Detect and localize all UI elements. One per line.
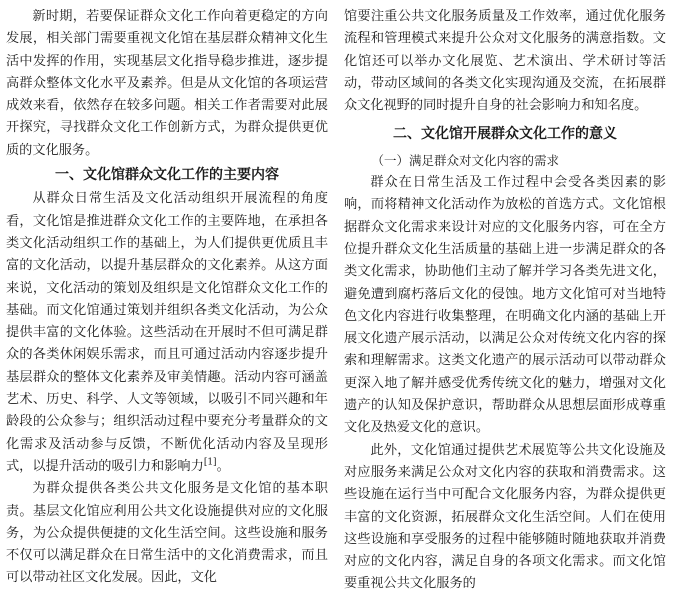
section1-paragraph-1-text: 从群众日常生活及文化活动组织开展流程的角度看，文化馆是推进群众文化工作的主要阵地，在承担各类文化活动组织工作的基础上，为人们提供更优质且丰富的文化活动，以提升基层群众的文化素养。从这方面来说，文化活动的策划及组织是文化馆群众文化工作的基础。而文化馆通过策划并组织各类文化活动，为公众提供丰富的文化体验。这些活动在开展时不但可满足群众的各类休闲娱乐需求，而且可通过活动内容逐步提升基层群众的整体文化素养及审美情趣。活动内容可涵盖艺术、历史、科学、人文等领域，以吸引不同兴趣和年龄段的公众参与；组织活动过程中要充分考量群众的文化需求及活动参与反馈，不断优化活动内容及呈现形式，以提升活动的吸引力和影响力 <box>6 191 328 474</box>
section2-paragraph-1: 群众在日常生活及工作过程中会受各类因素的影响，而将精神文化活动作为放松的首选方式。文化馆根据群众文化需求来设计对应的文化服务内容，可在全方位提升群众文化生活质量的基础上进一步满足群众的各类文化需求，协助他们主动了解并学习各类先进文化，避免遭到腐朽落后文化的侵蚀。地方文化馆可对当地特色文化内容进行收集整理，在明确文化内涵的基础上开展文化遗产展示活动，以满足公众对传统文化内容的探索和理解需求。这类文化遗产的展示活动可以带动群众更深入地了解并感受优秀传统文化的魅力，增强对文化遗产的认知及保护意识，帮助群众从思想层面形成尊重文化及热爱文化的意识。 <box>344 175 666 436</box>
section1-paragraph-1 <box>6 188 328 478</box>
left-column <box>6 6 328 590</box>
section1-paragraph-2: 为群众提供各类公共文化服务是文化馆的基本职责。基层文化馆应利用公共文化设施提供对应的文化服务，为公众提供便捷的文化生活空间。这些设施和服务不仅可以满足群众在日常生活中的文化消费需求，而且可以带动社区文化发展。因此，文化 <box>6 481 328 586</box>
section1-paragraph-1-end: 。 <box>216 458 230 474</box>
section-heading-1: 一、文化馆群众文化工作的主要内容 <box>55 167 279 184</box>
section2-paragraph-2: 此外，文化馆通过提供艺术展览等公共文化设施及对应服务来满足公众对文化内容的获取和消费需求。这些设施在运行当中可配合文化服务内容，为群众提供更丰富的文化资源，拓展群众文化生活空间。人们在使用这些设施和享受服务的过程中能够随时随地获取并消费对应的文化内容，满足自身的各项文化需求。而文化馆要重视公共文化服务的 <box>344 442 666 592</box>
intro-paragraph: 新时期，若要保证群众文化工作向着更稳定的方向发展，相关部门需要重视文化馆在基层群众精神文化生活中发挥的作用，实现基层文化指导稳步推进，逐步提高群众整体文化水平及素养。但是从文化馆的各项运营成效来看，依然存在较多问题。相关工作者需要对此展开探究，寻找群众文化工作创新方式，为群众提供更优质的文化服务。 <box>6 9 328 158</box>
section-heading-2: 二、文化馆开展群众文化工作的意义 <box>393 126 617 143</box>
section1-paragraph-continued: 馆要注重公共文化服务质量及工作效率，通过优化服务流程和管理模式来提升公众对文化服务的满意指数。文化馆还可以举办文化展览、艺术演出、学术研讨等活动，带动区域间的各类文化实现沟通及交流，在拓展群众文化视野的同时提升自身的社会影响力和知名度。 <box>344 9 666 114</box>
subsection-heading-1: （一）满足群众对文化内容的需求 <box>371 152 560 168</box>
right-column <box>344 6 666 596</box>
citation-ref: [1] <box>203 457 217 468</box>
